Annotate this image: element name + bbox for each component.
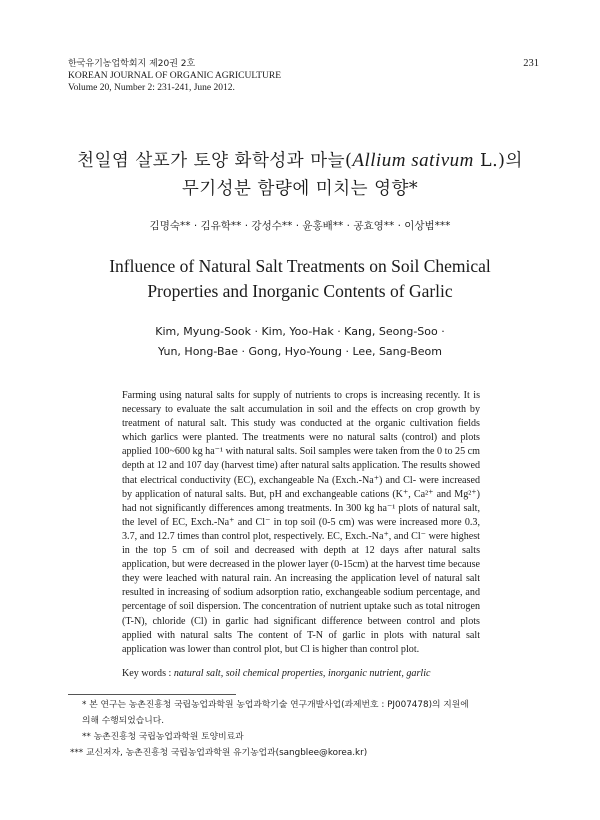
species-name: Allium sativum <box>352 150 474 171</box>
title-kr-line1-pre: 천일염 살포가 토양 화학성과 마늘( <box>77 151 353 171</box>
title-kr-line2: 무기성분 함량에 미치는 영향* <box>181 179 419 199</box>
footnotes <box>70 697 550 761</box>
footnote-divider <box>68 694 236 695</box>
page-number: 231 <box>523 58 539 69</box>
authors-en-line2: Yun, Hong-Bae · Gong, Hyo-Young · Lee, Sang-Beom <box>158 345 442 358</box>
footnote-1: * 본 연구는 농촌진흥청 국립농업과학원 농업과학기술 연구개발사업(과제번호 : PJ007478)의 지원에 <box>82 700 469 710</box>
title-korean <box>40 147 560 203</box>
abstract: Farming using natural salts for supply of nutrients to crops is increasing recently. It is necessary to evaluate the salt accumulation in soil and the effects on crop growth by treatment of natural salt. This study was conducted at the organic cultivation fields which garlics were planted. The treatments were no natural salts (control) and plots applied 100~600 kg ha⁻¹ with natural salts. Soil samples were taken from the 0 to 25 cm depth at 12 and 107 day (harvest time) after natural salts application. The results showed that electrical conductivity (EC), exchangeable Na (Exch.-Na⁺) and Cl- were increased by application of natural salts. But, pH and exchangeable cations (K⁺, Ca²⁺ and Mg²⁺) had not significantly differences among treatments. In 300 kg ha⁻¹ plots of natural salt, the level of EC, Exch.-Na⁺ and Cl⁻ in top soil (0-5 cm) was were increased more 0.3, 3.7, and 12.7 times than control plot, respectively. EC, Exch.-Na⁺, and Cl⁻ were highest in the top 5 cm of soil and decreased with depth at 12 days after natural salts application, but were decreased in the plower layer (0-15cm) at the harvest time because they were leached with natural rain. An increasing the application level of natural salt resulted in increasing of sodium adsorption ratio, exchangeable sodium percentage, and percentage of soil dispersion. The concentration of nutrient uptake such as total nitrogen (T-N), chloride (Cl) in garlic had significant difference between control and plots applied with natural salts The content of T-N of garlic in plots with natural salt application was lower than control plot, but Cl is higher than control plot. <box>122 390 480 655</box>
title-en-line2: Properties and Inorganic Contents of Garlic <box>147 281 453 301</box>
footnote-1-continued: 의해 수행되었습니다. <box>82 716 165 726</box>
keywords-values: natural salt, soil chemical properties, inorganic nutrient, garlic <box>173 668 431 679</box>
journal-header <box>68 58 538 94</box>
authors-korean: 김명숙** · 김유학** · 강성수** · 윤홍배** · 공효영** · 이상범*** <box>149 220 451 232</box>
title-english <box>60 254 540 304</box>
title-en-line1: Influence of Natural Salt Treatments on Soil Chemical <box>109 256 491 276</box>
journal-title-en: KOREAN JOURNAL OF ORGANIC AGRICULTURE <box>68 71 282 81</box>
footnote-2: ** 농촌진흥청 국립농업과학원 토양비료과 <box>82 732 244 742</box>
keywords-label: Key words : <box>122 668 174 679</box>
authors-english <box>40 322 560 362</box>
authors-en-line1: Kim, Myung-Sook · Kim, Yoo-Hak · Kang, Seong-Soo · <box>155 325 445 338</box>
keywords <box>122 668 482 679</box>
journal-title-kr: 한국유기농업학회지 제20권 2호 <box>68 59 196 69</box>
title-kr-line1 <box>40 147 560 175</box>
volume-info: Volume 20, Number 2: 231-241, June 2012. <box>68 83 235 93</box>
title-kr-line1-post: L.)의 <box>473 151 523 171</box>
footnote-3: *** 교신저자, 농촌진흥청 국립농업과학원 유기농업과(sangblee@korea.kr) <box>70 748 368 758</box>
